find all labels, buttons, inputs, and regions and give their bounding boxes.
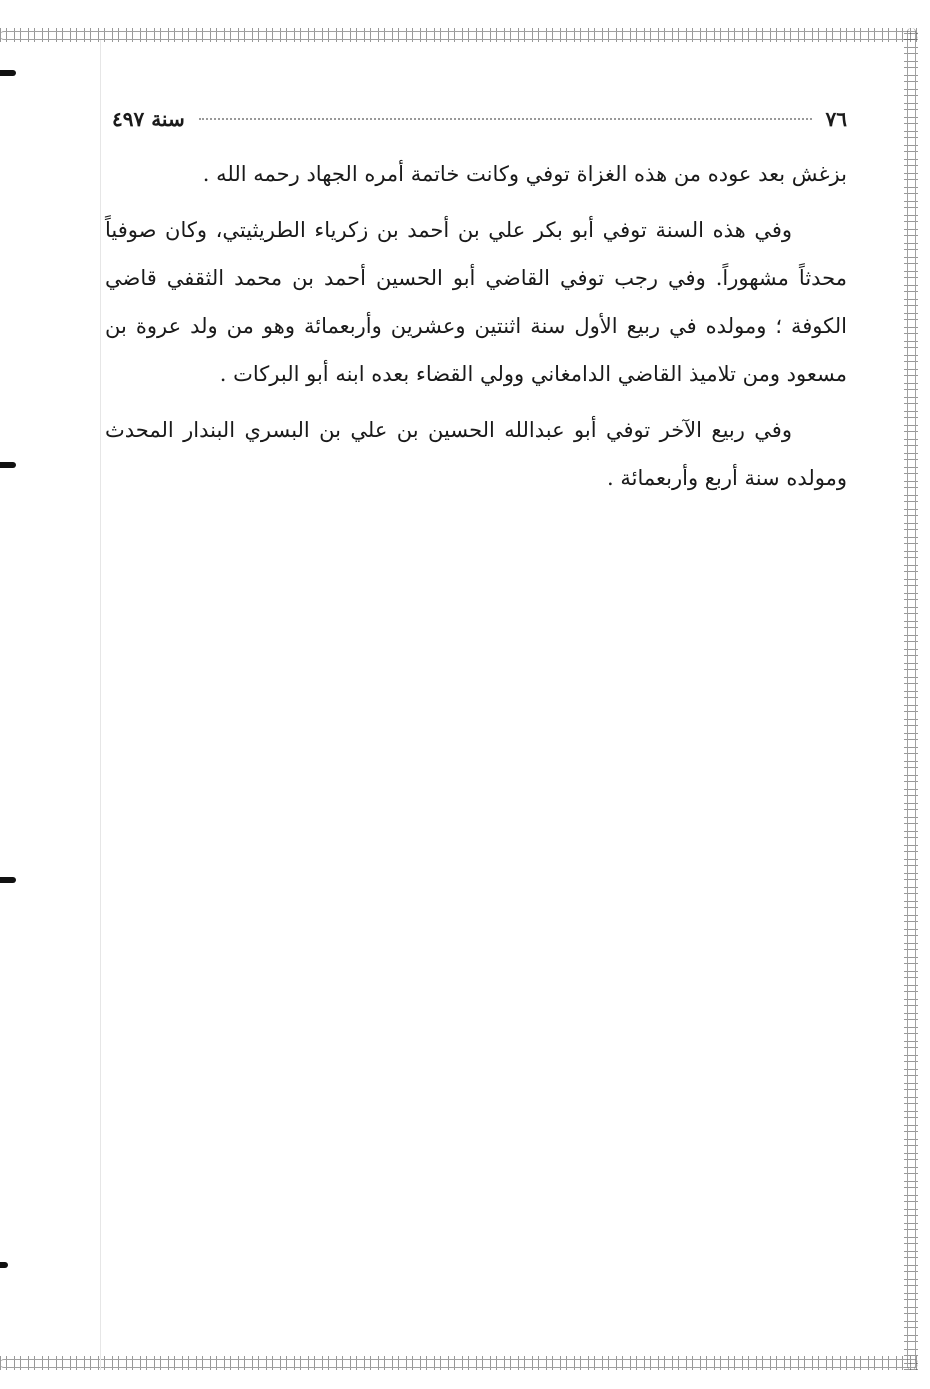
- scan-mark: [0, 462, 16, 468]
- scan-mark: [0, 70, 16, 76]
- paragraph: بزغش بعد عوده من هذه الغزاة توفي وكانت خاتمة أمره الجهاد رحمه الله .: [202, 162, 847, 186]
- page-number: ٧٦: [825, 107, 847, 131]
- scan-mark: [0, 1262, 8, 1268]
- paragraph: وفي هذه السنة توفي أبو بكر علي بن أحمد بن زكرياء الطريثيتي، وكان صوفياً محدثاً مشهوراً. وفي رجب توفي القاضي أبو الحسين أحمد بن محمد الثقفي قاضي الكوفة ؛ ومولده في ربيع الأول سنة اثنتين وعشرين وأربعمائة وهو من ولد عروة بن مسعود ومن تلاميذ القاضي الدامغاني وولي القضاء بعده ابنه أبو البركات .: [105, 218, 847, 386]
- header-dotted-leader: [199, 118, 812, 120]
- page-header: [112, 102, 847, 136]
- paragraph: وفي ربيع الآخر توفي أبو عبدالله الحسين بن علي بن البسري البندار المحدث ومولده سنة أربع وأربعمائة .: [105, 418, 847, 490]
- scan-mark: [0, 877, 16, 883]
- decorative-border-right: [904, 28, 918, 1370]
- decorative-border-bottom: [0, 1356, 918, 1370]
- decorative-border-top: [0, 28, 918, 42]
- scan-line: [100, 40, 101, 1370]
- page-body: [105, 150, 847, 510]
- year-label: سنة ٤٩٧: [112, 107, 185, 131]
